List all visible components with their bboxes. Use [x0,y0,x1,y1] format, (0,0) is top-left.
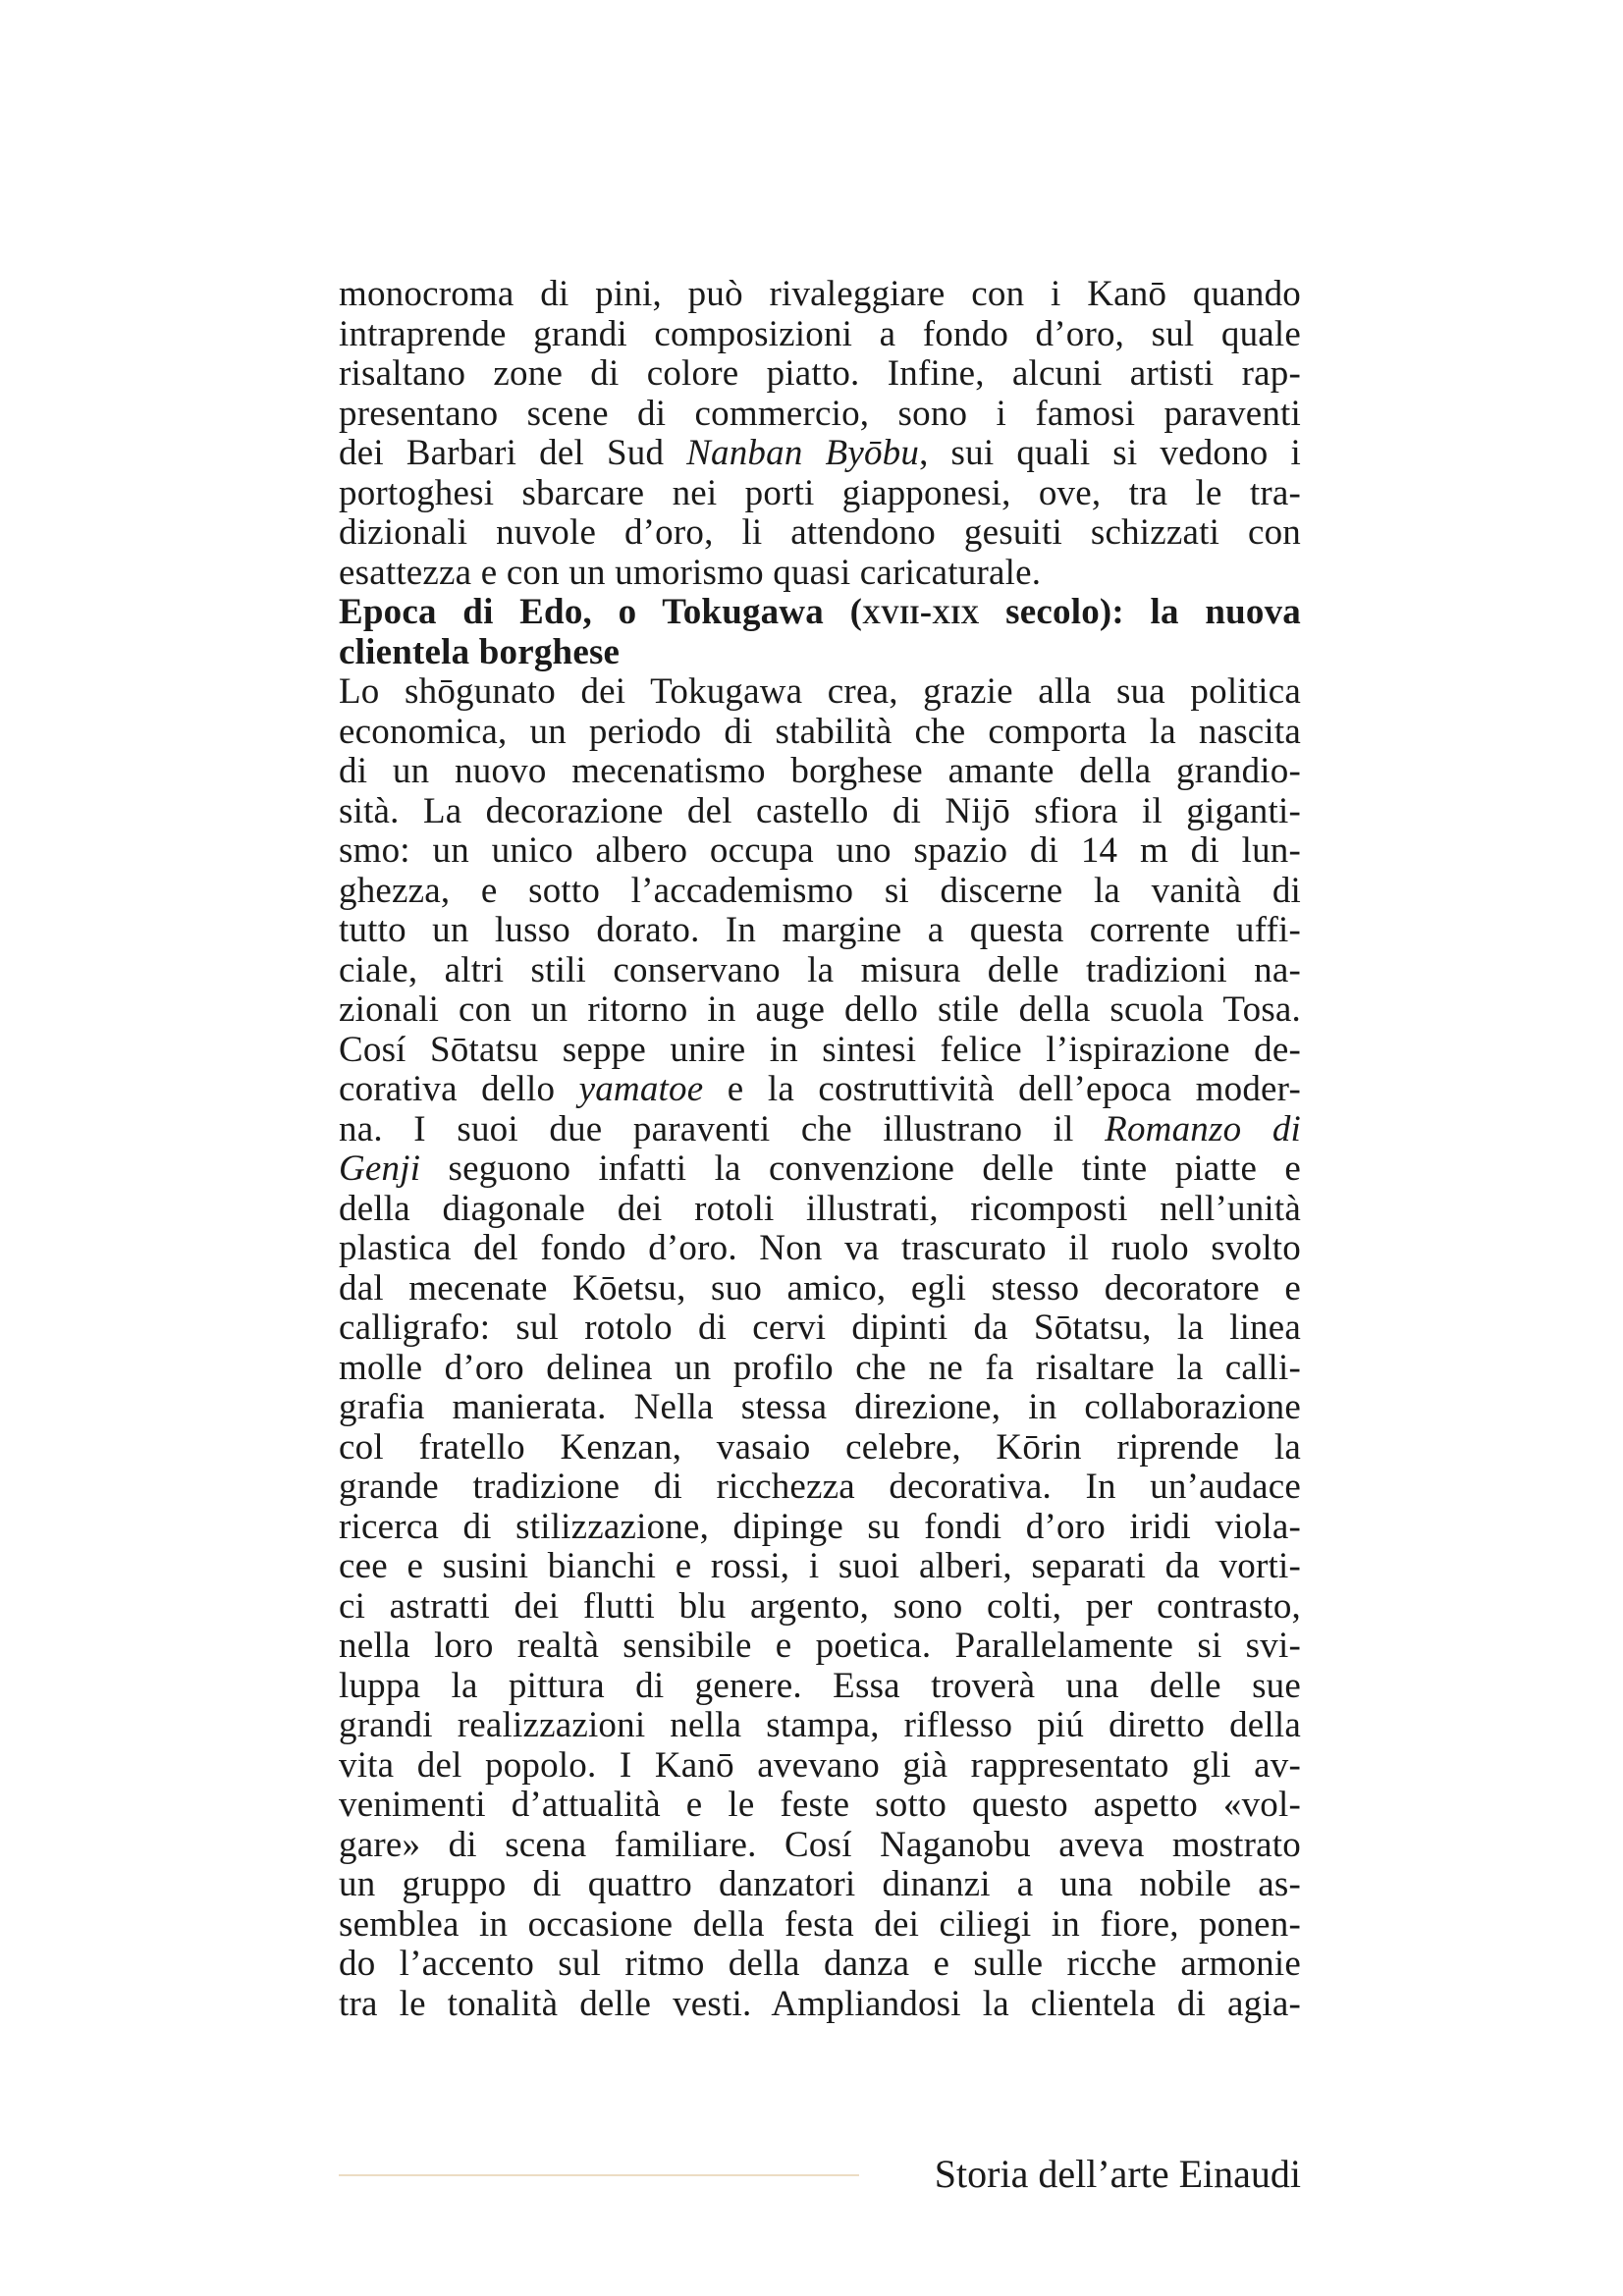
text-fragment: , sui quali si vedono i [919,433,1301,473]
heading-text: secolo): la nuova [979,592,1302,632]
heading-text: Epoca di Edo, o Tokugawa ( [339,592,863,632]
text-line [339,1149,1301,1190]
text-line: della diagonale dei rotoli illustrati, ricomposti nell’unità [339,1188,1301,1229]
italic-term: Romanzo di [1105,1108,1302,1149]
italic-term: Nanban Byōbu [686,433,920,473]
text-fragment: seguono infatti la convenzione delle tinte piatte e [420,1148,1301,1189]
text-line: risaltano zone di colore piatto. Infine, alcuni artisti rap- [339,353,1301,394]
text-line: ci astratti dei flutti blu argento, sono colti, per contrasto, [339,1585,1301,1627]
text-line: economica, un periodo di stabilità che comporta la nascita [339,711,1301,752]
text-line: un gruppo di quattro danzatori dinanzi a una nobile as- [339,1864,1301,1904]
text-line: monocroma di pini, può rivaleggiare con i Kanō quando [339,274,1301,314]
text-line: col fratello Kenzan, vasaio celebre, Kōrin riprende la [339,1426,1301,1468]
text-line: zionali con un ritorno in auge dello stile della scuola Tosa. [339,989,1301,1030]
text-line [339,1070,1301,1110]
text-line: presentano scene di commercio, sono i famosi paraventi [339,393,1301,434]
text-line: molle d’oro delinea un profilo che ne fa risaltare la calli- [339,1347,1301,1388]
text-line: dizionali nuvole d’oro, li attendono gesuiti schizzati con [339,512,1301,553]
text-line: luppa la pittura di genere. Essa troverà una delle sue [339,1665,1301,1706]
section-heading [339,593,1301,633]
text-line: grandi realizzazioni nella stampa, riflesso piú diretto della [339,1705,1301,1745]
italic-term: Genji [339,1148,421,1189]
text-line: ricerca di stilizzazione, dipinge su fondi d’oro iridi viola- [339,1506,1301,1547]
text-line: nella loro realtà sensibile e poetica. Parallelamente si svi- [339,1626,1301,1666]
text-line: portoghesi sbarcare nei porti giapponesi, ove, tra le tra- [339,472,1301,513]
text-line: plastica del fondo d’oro. Non va trascurato il ruolo svolto [339,1228,1301,1268]
page-footer [339,2150,1301,2199]
section-heading-line2: clientela borghese [339,631,621,672]
text-fragment: corativa dello [339,1069,579,1109]
text-line [339,1110,1301,1150]
text-line: Lo shōgunato dei Tokugawa crea, grazie alla sua politica [339,671,1301,712]
text-line: sità. La decorazione del castello di Nijō sfiora il giganti- [339,790,1301,831]
text-line: tutto un lusso dorato. In margine a questa corrente uffi- [339,910,1301,950]
text-fragment: dei Barbari del Sud [339,433,687,473]
text-line: grafia manierata. Nella stessa direzione, in collaborazione [339,1387,1301,1427]
text-line: calligrafo: sul rotolo di cervi dipinti da Sōtatsu, la linea [339,1308,1301,1348]
text-line: Cosí Sōtatsu seppe unire in sintesi felice l’ispirazione de- [339,1029,1301,1070]
text-line: venimenti d’attualità e le feste sotto questo aspetto «vol- [339,1785,1301,1825]
text-line: do l’accento sul ritmo della danza e sulle ricche armonie [339,1944,1301,1984]
heading-centuries: xvii-xix [862,592,980,632]
text-fragment: na. I suoi due paraventi che illustrano il [339,1108,1106,1149]
text-line: cee e susini bianchi e rossi, i suoi alberi, separati da vorti- [339,1546,1301,1586]
text-line: esattezza e con un umorismo quasi caricaturale. [339,552,1042,593]
page-body [339,275,1301,2024]
text-line: ghezza, e sotto l’accademismo si discerne la vanità di [339,870,1301,911]
footer-title: Storia dell’arte Einaudi [934,2152,1301,2196]
text-line: di un nuovo mecenatismo borghese amante della grandio- [339,751,1301,791]
text-line: grande tradizione di ricchezza decorativa. In un’audace [339,1467,1301,1507]
text-line: ciale, altri stili conservano la misura delle tradizioni na- [339,949,1301,990]
text-line: smo: un unico albero occupa uno spazio di 14 m di lun- [339,830,1301,871]
text-fragment: e la costruttività dell’epoca moder- [703,1069,1301,1109]
text-line: tra le tonalità delle vesti. Ampliandosi la clientela di agia- [339,1983,1301,2024]
text-line: dal mecenate Kōetsu, suo amico, egli stesso decoratore e [339,1267,1301,1308]
text-line: semblea in occasione della festa dei ciliegi in fiore, ponen- [339,1903,1301,1945]
text-line: intraprende grandi composizioni a fondo d’oro, sul quale [339,313,1301,354]
text-line: gare» di scena familiare. Cosí Naganobu aveva mostrato [339,1824,1301,1865]
text-line: vita del popolo. I Kanō avevano già rappresentato gli av- [339,1744,1301,1786]
text-line [339,434,1301,474]
footer-divider [339,2174,859,2176]
italic-term: yamatoe [578,1069,704,1109]
